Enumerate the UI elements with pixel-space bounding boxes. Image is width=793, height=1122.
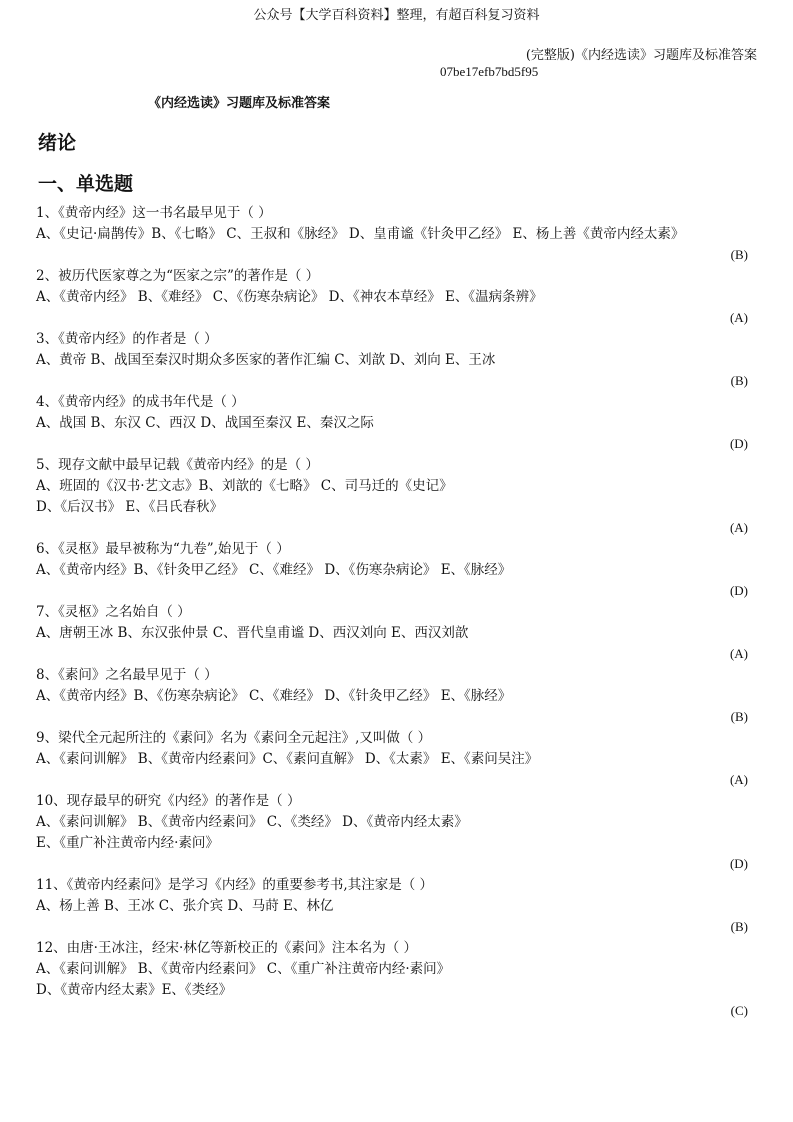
- question-options: A、《素问训解》 B、《黄帝内经素问》 C、《类经》 D、《黄帝内经太素》: [36, 814, 468, 830]
- section-title: 一、单选题: [38, 173, 134, 195]
- question-options: E、《重广补注黄帝内经·素问》: [36, 835, 219, 851]
- question-item: [36, 728, 758, 790]
- question-options: D、《后汉书》 E、《吕氏春秋》: [36, 499, 223, 515]
- document-title: 《内经选读》习题库及标准答案: [148, 96, 331, 111]
- question-options: A、《素问训解》 B、《黄帝内经素问》 C、《重广补注黄帝内经·素问》: [36, 961, 451, 977]
- question-stem: 6、《灵枢》最早被称为“九卷”,始见于（ ）: [36, 541, 290, 557]
- chapter-title: 绪论: [38, 132, 77, 154]
- question-item: [36, 329, 758, 391]
- question-item: [36, 539, 758, 601]
- question-stem: 10、现存最早的研究《内经》的著作是（ ）: [36, 793, 301, 809]
- answer-label: (A): [729, 772, 748, 787]
- question-options: D、《黄帝内经太素》E、《类经》: [36, 982, 233, 998]
- question-item: [36, 266, 758, 328]
- question-stem: 12、由唐·王冰注，经宋·林亿等新校正的《素问》注本名为（ ）: [36, 940, 418, 956]
- question-options: A、唐朝王冰 B、东汉张仲景 C、晋代皇甫谧 D、西汉刘向 E、西汉刘歆: [36, 625, 469, 641]
- answer-label: (A): [729, 646, 748, 661]
- question-item: [36, 791, 758, 874]
- question-options: A、《黄帝内经》B、《伤寒杂病论》 C、《难经》 D、《针灸甲乙经》 E、《脉经》: [36, 688, 512, 704]
- question-item: [36, 455, 758, 538]
- document-header-title: (完整版)《内经选读》习题库及标准答案: [525, 48, 757, 63]
- question-stem: 9、梁代全元起所注的《素问》名为《素问全元起注》,又叫做（ ）: [36, 730, 432, 746]
- question-item: [36, 392, 758, 454]
- answer-label: (B): [730, 373, 748, 388]
- answer-label: (D): [729, 856, 748, 871]
- question-stem: 7、《灵枢》之名始自（ ）: [36, 604, 191, 620]
- answer-label: (B): [730, 919, 748, 934]
- answer-label: (A): [729, 310, 748, 325]
- question-options: A、《黄帝内经》B、《针灸甲乙经》 C、《难经》 D、《伤寒杂病论》 E、《脉经》: [36, 562, 512, 578]
- question-stem: 4、《黄帝内经》的成书年代是（ ）: [36, 394, 245, 410]
- answer-label: (B): [730, 247, 748, 262]
- question-stem: 11、《黄帝内经素问》是学习《内经》的重要参考书,其注家是（ ）: [36, 877, 434, 893]
- answer-label: (B): [730, 709, 748, 724]
- answer-label: (A): [729, 520, 748, 535]
- question-stem: 5、现存文献中最早记载《黄帝内经》的是（ ）: [36, 457, 319, 473]
- question-options: A、黄帝 B、战国至秦汉时期众多医家的著作汇编 C、刘歆 D、刘向 E、王冰: [36, 352, 496, 368]
- question-options: A、《素问训解》 B、《黄帝内经素问》C、《素问直解》 D、《太素》 E、《素问吴注》: [36, 751, 539, 767]
- question-options: A、杨上善 B、王冰 C、张介宾 D、马莳 E、林亿: [36, 898, 334, 914]
- question-stem: 3、《黄帝内经》的作者是（ ）: [36, 331, 218, 347]
- question-item: [36, 203, 758, 265]
- question-stem: 2、被历代医家尊之为“医家之宗”的著作是（ ）: [36, 268, 320, 284]
- document-code: 07be17efb7bd5f95: [440, 64, 539, 79]
- question-stem: 1、《黄帝内经》这一书名最早见于（ ）: [36, 205, 272, 221]
- question-options: A、班固的《汉书·艺文志》B、刘歆的《七略》 C、司马迁的《史记》: [36, 478, 453, 494]
- answer-label: (D): [729, 583, 748, 598]
- question-stem: 8、《素问》之名最早见于（ ）: [36, 667, 218, 683]
- answer-label: (D): [729, 436, 748, 451]
- question-options: A、战国 B、东汉 C、西汉 D、战国至秦汉 E、秦汉之际: [36, 415, 374, 431]
- answer-label: (C): [730, 1003, 748, 1018]
- question-options: A、《史记·扁鹊传》B、《七略》 C、王叔和《脉经》 D、皇甫谧《针灸甲乙经》 E、杨上善《黄帝内经太素》: [36, 226, 685, 242]
- top-banner: 公众号【大学百科资料】整理，有超百科复习资料: [253, 8, 540, 23]
- question-item: [36, 602, 758, 664]
- question-item: [36, 875, 758, 937]
- question-item: [36, 665, 758, 727]
- question-item: [36, 938, 758, 1021]
- question-list: [36, 203, 758, 1022]
- question-options: A、《黄帝内经》 B、《难经》 C、《伤寒杂病论》 D、《神农本草经》 E、《温病条辨》: [36, 289, 543, 305]
